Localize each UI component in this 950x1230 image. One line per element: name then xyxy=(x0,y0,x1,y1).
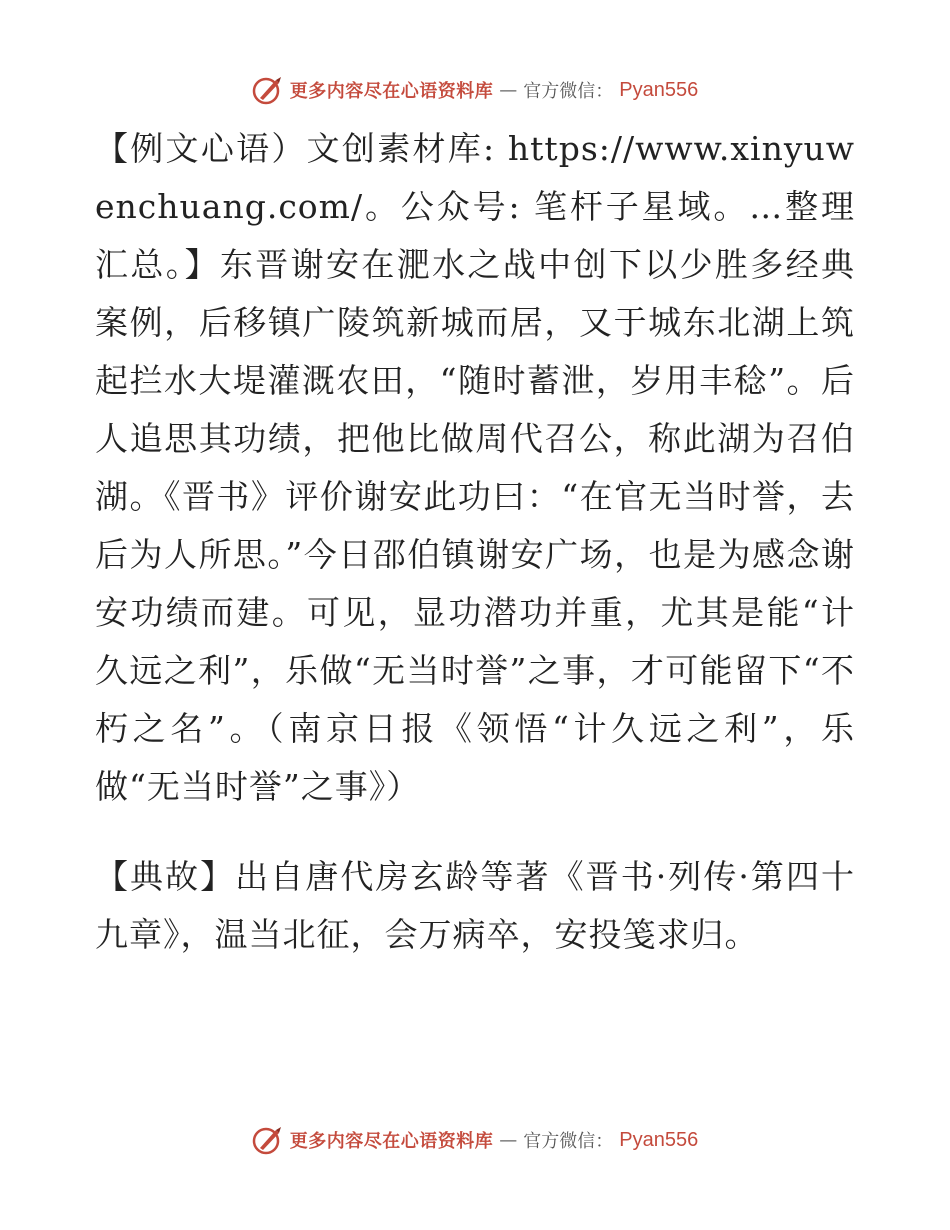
header-wechat-label: 官方微信： xyxy=(523,81,614,102)
header-wechat-handle: Pyan556 xyxy=(619,78,699,101)
footer-brand-text: 更多内容尽在心语资料库 xyxy=(289,1131,494,1152)
red-quill-logo-icon xyxy=(252,74,284,106)
footer-watermark xyxy=(0,1120,950,1160)
document-body xyxy=(95,120,855,964)
footer-wechat-label: 官方微信： xyxy=(523,1131,614,1152)
header-separator: — xyxy=(499,79,518,101)
paragraph-allusion: 【典故】出自唐代房玄龄等著《晋书·列传·第四十九章》，温当北征，会万病卒，安投笺求归。 xyxy=(95,857,855,954)
header-watermark xyxy=(0,70,950,110)
paragraph-example: 【例文心语）文创素材库: https://www.xinyuwenchuang.com/。公众号: 笔杆子星域。…整理汇总。】东晋谢安在淝水之战中创下以少胜多经典案例，后移镇广陵筑新城而居，又于城东北湖上筑起拦水大堤灌溉农田，“随时蓄泄，岁用丰稔”。后人追思其功绩，把他比做周代召公，称此湖为召伯湖。《晋书》评价谢安此功曰：“在官无当时誉，去后为人所思。”今日邵伯镇谢安广场，也是为感念谢安功绩而建。可见，显功潜功并重，尤其是能“计久远之利”，乐做“无当时誉”之事，才可能留下“不朽之名”。（南京日报《领悟“计久远之利”，乐做“无当时誉”之事》） xyxy=(95,129,855,806)
header-brand-text: 更多内容尽在心语资料库 xyxy=(289,81,494,102)
footer-wechat-handle: Pyan556 xyxy=(619,1128,699,1151)
red-quill-logo-icon xyxy=(252,1124,284,1156)
footer-separator: — xyxy=(499,1129,518,1151)
